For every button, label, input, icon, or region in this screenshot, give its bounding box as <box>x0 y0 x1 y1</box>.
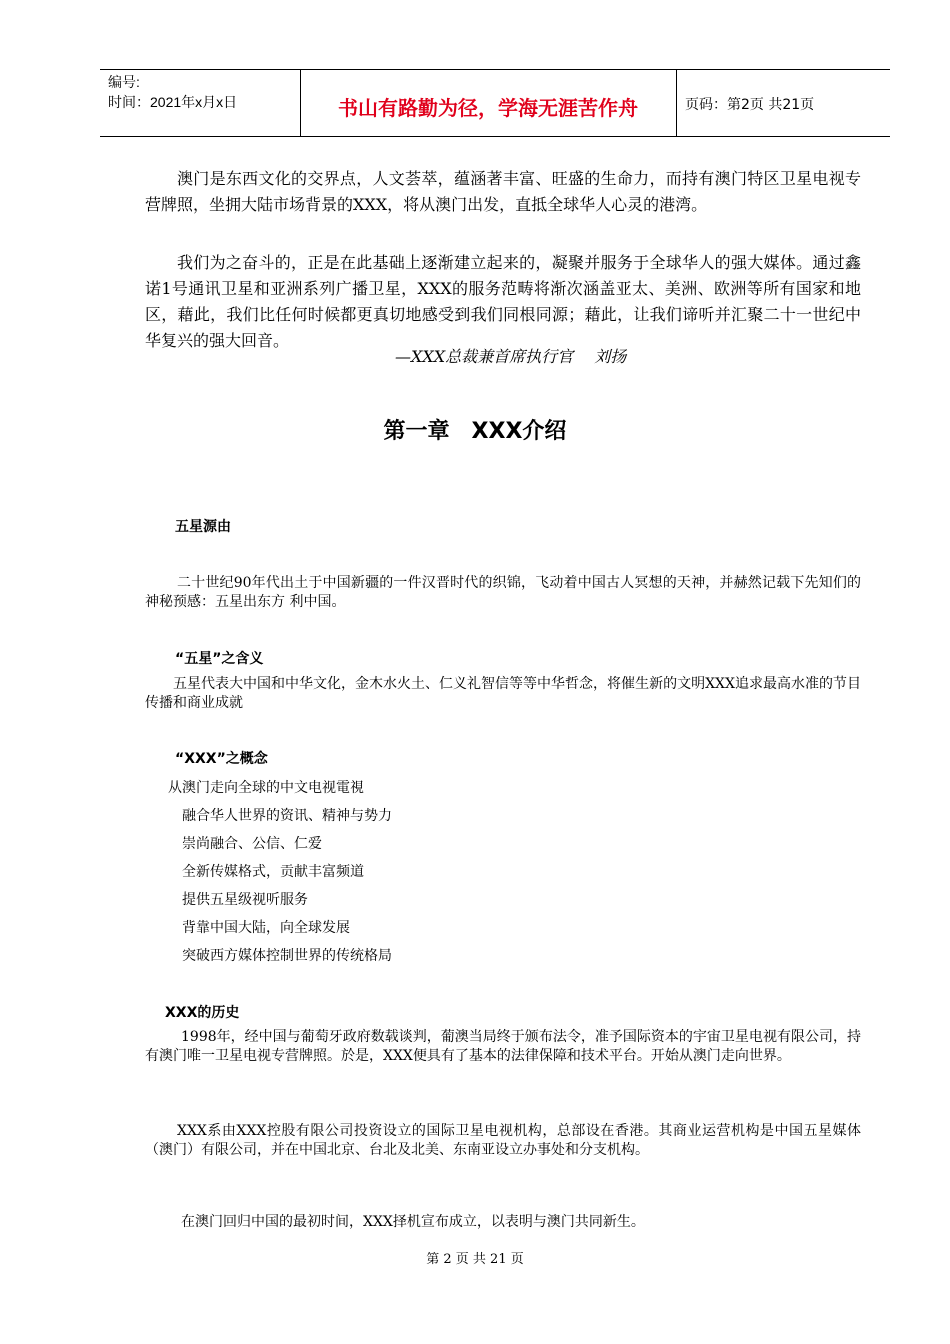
section-title-history: XXX的历史 <box>165 1005 240 1021</box>
section-title-concept: “XXX”之概念 <box>175 751 268 767</box>
concept-item: 融合华人世界的资讯、精神与势力 <box>182 808 392 824</box>
header-motto-cell <box>300 70 677 136</box>
header-meta-cell <box>100 70 301 136</box>
chapter-title: 第一章 XXX介绍 <box>383 419 567 444</box>
section-title-origin: 五星源由 <box>175 519 231 535</box>
intro-paragraph-2: 我们为之奋斗的，正是在此基础上逐渐建立起来的，凝聚并服务于全球华人的强大媒体。通过鑫诺1号通讯卫星和亚洲系列广播卫星，XXX的服务范畴将渐次涵盖亚太、美洲、欧洲等所有国家和地区，藉此，我们比任何时候都更真切地感受到我们同根同源；藉此，让我们谛听并汇聚二十一世纪中华复兴的强大回音。 <box>145 253 861 350</box>
section-text-history-3: 在澳门回归中国的最初时间，XXX择机宣布成立，以表明与澳门共同新生。 <box>181 1214 645 1230</box>
motto: 书山有路勤为径，学海无涯苦作舟 <box>338 96 638 120</box>
concept-item: 突破西方媒体控制世界的传统格局 <box>182 948 392 964</box>
concept-item: 背靠中国大陆，向全球发展 <box>182 920 350 936</box>
doc-number: 编号: <box>108 74 140 90</box>
section-title-meaning: “五星”之含义 <box>175 651 264 667</box>
page-footer: 第 2 页 共 21 页 <box>426 1252 524 1267</box>
section-text-history-2: XXX系由XXX控股有限公司投资设立的国际卫星电视机构，总部设在香港。其商业运营机构是中国五星媒体（澳门）有限公司，并在中国北京、台北及北美、东南亚设立办事处和分支机构。 <box>145 1123 861 1158</box>
concept-item: 提供五星级视听服务 <box>182 892 308 908</box>
header-table <box>100 69 890 137</box>
concept-item: 从澳门走向全球的中文电视電視 <box>168 780 364 796</box>
header-page-cell <box>677 70 890 136</box>
concept-item: 崇尚融合、公信、仁爱 <box>182 836 322 852</box>
concept-item: 全新传媒格式，贡献丰富频道 <box>182 864 364 880</box>
page-code: 页码：第2页 共21页 <box>685 97 815 113</box>
signature: —XXX总裁兼首席执行官 刘扬 <box>395 347 627 366</box>
doc-date: 时间：2021年x月x日 <box>108 94 238 110</box>
section-text-history-1: 1998年，经中国与葡萄牙政府数载谈判，葡澳当局终于颁布法令，准予国际资本的宇宙卫星电视有限公司，持有澳门唯一卫星电视专营牌照。於是，XXX便具有了基本的法律保障和技术平台。开始从澳门走向世界。 <box>145 1029 861 1064</box>
intro-paragraph-1: 澳门是东西文化的交界点，人文荟萃，蕴涵著丰富、旺盛的生命力，而持有澳门特区卫星电视专营牌照，坐拥大陆市场背景的XXX，将从澳门出发，直抵全球华人心灵的港湾。 <box>145 169 861 214</box>
section-text-origin: 二十世纪90年代出土于中国新疆的一件汉晋时代的织锦，飞动着中国古人冥想的天神，并赫然记载下先知们的神秘预感：五星出东方 利中国。 <box>145 575 861 610</box>
section-text-meaning: 五星代表大中国和中华文化，金木水火土、仁义礼智信等等中华哲念，将催生新的文明XXX追求最高水准的节目传播和商业成就 <box>145 676 861 711</box>
